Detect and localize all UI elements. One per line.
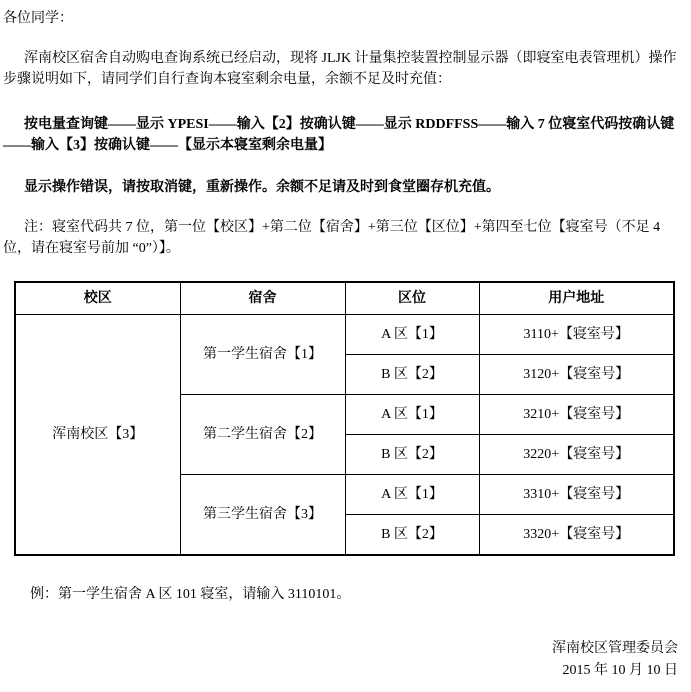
campus-cell: 浑南校区【3】 — [15, 315, 180, 556]
address-cell: 3110+【寝室号】 — [479, 315, 674, 355]
zone-cell: B 区【2】 — [345, 355, 479, 395]
address-cell: 3320+【寝室号】 — [479, 515, 674, 556]
address-cell: 3220+【寝室号】 — [479, 435, 674, 475]
table-header-row — [15, 282, 674, 315]
zone-cell: A 区【1】 — [345, 315, 479, 355]
salutation: 各位同学： — [3, 11, 73, 26]
address-cell: 3310+【寝室号】 — [479, 475, 674, 515]
signature: 浑南校区管理委员会 — [552, 641, 678, 656]
address-cell: 3120+【寝室号】 — [479, 355, 674, 395]
zone-cell: A 区【1】 — [345, 395, 479, 435]
table-row — [15, 315, 674, 355]
dorm-code-table-wrapper — [14, 281, 684, 556]
col-header-campus: 校区 — [15, 282, 180, 315]
address-cell: 3210+【寝室号】 — [479, 395, 674, 435]
error-instruction: 显示操作错误，请按取消键，重新操作。余额不足请及时到食堂圈存机充值。 — [24, 180, 500, 195]
code-format-note: 注：寝室代码共 7 位，第一位【校区】+第二位【宿舍】+第三位【区位】+第四至七位【寝室号（不足 4 位，请在寝室号前加 “0”）】。 — [3, 220, 661, 256]
example-line: 例：第一学生宿舍 A 区 101 寝室，请输入 3110101。 — [30, 587, 351, 602]
zone-cell: B 区【2】 — [345, 515, 479, 556]
col-header-dorm: 宿舍 — [180, 282, 345, 315]
dorm-cell: 第一学生宿舍【1】 — [180, 315, 345, 395]
dorm-cell: 第二学生宿舍【2】 — [180, 395, 345, 475]
dorm-code-table — [14, 281, 675, 556]
zone-cell: B 区【2】 — [345, 435, 479, 475]
col-header-zone: 区位 — [345, 282, 479, 315]
date: 2015 年 10 月 10 日 — [562, 663, 678, 678]
dorm-cell: 第三学生宿舍【3】 — [180, 475, 345, 556]
operation-steps: 按电量查询键——显示 YPESI——输入【2】按确认键——显示 RDDFFSS——输入 7 位寝室代码按确认键——输入【3】按确认键——【显示本寝室剩余电量】 — [3, 117, 675, 153]
intro-paragraph: 浑南校区宿舍自动购电查询系统已经启动，现将 JLJK 计量集控装置控制显示器（即寝室电表管理机）操作步骤说明如下，请同学们自行查询本寝室剩余电量，余额不足及时充值： — [3, 51, 677, 87]
zone-cell: A 区【1】 — [345, 475, 479, 515]
signature-block — [3, 638, 684, 682]
col-header-address: 用户地址 — [479, 282, 674, 315]
